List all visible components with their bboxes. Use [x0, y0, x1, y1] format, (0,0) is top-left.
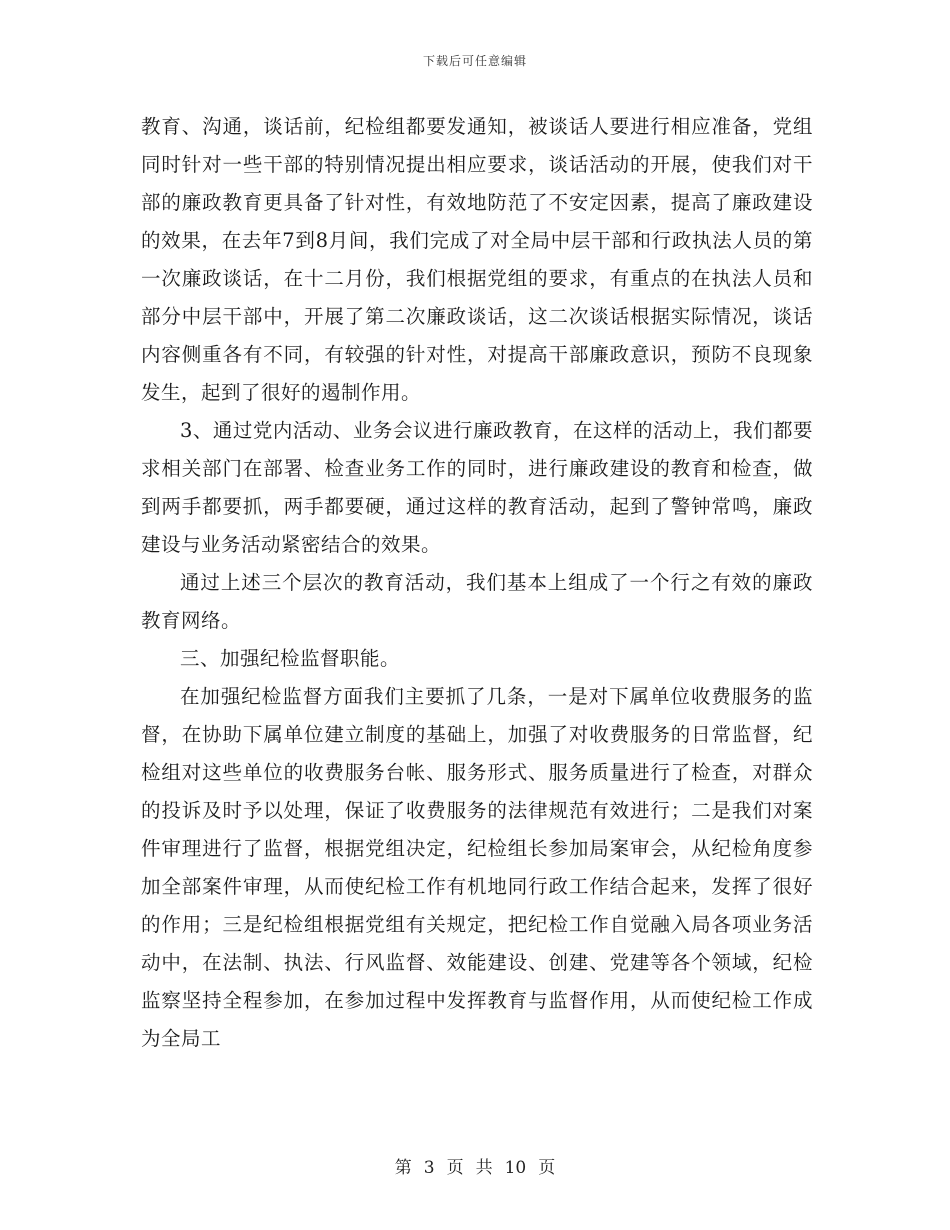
header-note: 下载后可任意编辑: [422, 54, 527, 68]
document-body: [141, 108, 813, 1058]
total-pages-number: 10: [504, 1158, 527, 1178]
paragraph-item-3: 3、通过党内活动、业务会议进行廉政教育，在这样的活动上，我们都要求相关部门在部署、检查业务工作的同时，进行廉政建设的教育和检查，做到两手都要抓，两手都要硬，通过这样的教育活动，起到了警钟常鸣，廉政建设与业务活动紧密结合的效果。: [141, 419, 813, 556]
paragraph-supervision: 在加强纪检监督方面我们主要抓了几条，一是对下属单位收费服务的监督，在协助下属单位建立制度的基础上，加强了对收费服务的日常监督，纪检组对这些单位的收费服务台帐、服务形式、服务质量进行了检查，对群众的投诉及时予以处理，保证了收费服务的法律规范有效进行；二是我们对案件审理进行了监督，根据党组决定，纪检组长参加局案审会，从纪检角度参加全部案件审理，从而使纪检工作有机地同行政工作结合起来，发挥了很好的作用；三是纪检组根据党组有关规定，把纪检工作自觉融入局各项业务活动中，在法制、执法、行风监督、效能建设、创建、党建等各个领域，纪检监察坚持全程参加，在参加过程中发挥教育与监督作用，从而使纪检工作成为全局工: [141, 685, 813, 1050]
footer-total-word: 共: [475, 1158, 493, 1178]
footer-prefix: 第: [394, 1158, 412, 1178]
paragraph-continuation: 教育、沟通，谈话前，纪检组都要发通知，被谈话人要进行相应准备，党组同时针对一些干部的特别情况提出相应要求，谈话活动的开展，使我们对干部的廉政教育更具备了针对性，有效地防范了不安定因素，提高了廉政建设的效果，在去年7到8月间，我们完成了对全局中层干部和行政执法人员的第一次廉政谈话，在十二月份，我们根据党组的要求，有重点的在执法人员和部分中层干部中，开展了第二次廉政谈话，这二次谈话根据实际情况，谈话内容侧重各有不同，有较强的针对性，对提高干部廉政意识，预防不良现象发生，起到了很好的遏制作用。: [141, 115, 813, 404]
footer-page-word: 页: [446, 1158, 464, 1178]
footer-suffix: 页: [538, 1158, 556, 1178]
current-page-number: 3: [423, 1158, 435, 1178]
paragraph-summary: 通过上述三个层次的教育活动，我们基本上组成了一个行之有效的廉政教育网络。: [141, 571, 813, 632]
section-heading-3: 三、加强纪检监督职能。: [180, 647, 401, 670]
page-footer: [0, 1153, 950, 1178]
